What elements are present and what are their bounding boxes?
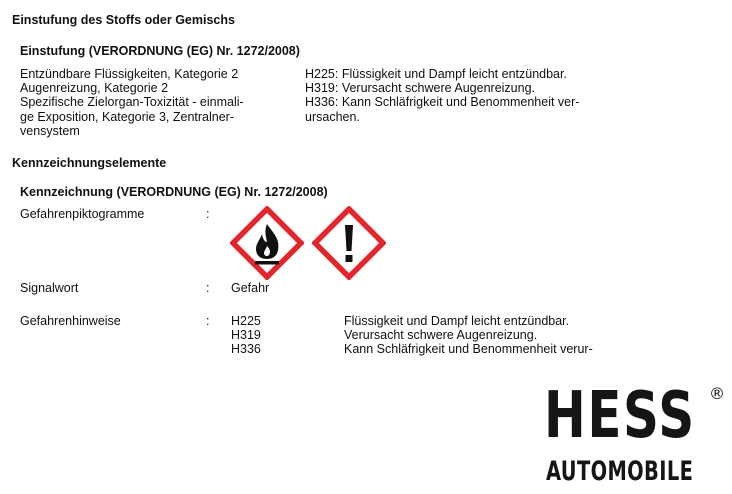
hazard-text: Kann Schläfrigkeit und Benommenheit verur- <box>344 342 593 357</box>
hazard-statement-line: H336: Kann Schläfrigkeit und Benommenheit ver- <box>305 95 580 110</box>
classification-line: Augenreizung, Kategorie 2 <box>20 81 169 96</box>
flame-icon <box>230 206 304 285</box>
logo-tagline: AUTOMOBILE <box>546 456 694 487</box>
section-heading-classification: Einstufung des Stoffs oder Gemischs <box>12 13 235 27</box>
classification-line: Spezifische Zielorgan-Toxizität - einmali- <box>20 95 244 110</box>
hazard-code-list <box>231 314 261 357</box>
pictogram-label: Gefahrenpiktogramme <box>20 207 145 221</box>
signal-word-colon: : <box>206 281 210 295</box>
hazard-statement-list <box>305 67 579 124</box>
hazard-colon: : <box>206 314 210 328</box>
hazard-statement-line: H319: Verursacht schwere Augenreizung. <box>305 81 535 96</box>
hess-logo: HESS <box>544 379 696 453</box>
hazard-text: Flüssigkeit und Dampf leicht entzündbar. <box>344 314 570 328</box>
classification-line: vensystem <box>20 123 80 138</box>
classification-line: Entzündbare Flüssigkeiten, Kategorie 2 <box>20 67 239 81</box>
subheading-labelling-regulation: Kennzeichnung (VERORDNUNG (EG) Nr. 1272/2008) <box>20 185 328 199</box>
signal-word-value: Gefahr <box>231 281 270 295</box>
subheading-classification-regulation: Einstufung (VERORDNUNG (EG) Nr. 1272/2008) <box>20 44 300 58</box>
hazard-statement-line: ursachen. <box>305 109 360 124</box>
classification-list <box>20 67 244 138</box>
section-heading-labelling: Kennzeichnungselemente <box>12 156 167 170</box>
hazard-text: Verursacht schwere Augenreizung. <box>344 328 538 343</box>
pictogram-colon: : <box>206 207 210 221</box>
exclamation-icon <box>312 206 386 285</box>
registered-mark: ® <box>709 384 725 403</box>
hazard-statement-line: H225: Flüssigkeit und Dampf leicht entzündbar. <box>305 67 567 81</box>
signal-word-label: Signalwort <box>20 281 79 295</box>
hazard-code: H319 <box>231 328 261 343</box>
hazard-code: H225 <box>231 314 261 328</box>
hazard-label: Gefahrenhinweise <box>20 314 121 328</box>
classification-line: ge Exposition, Kategorie 3, Zentralner- <box>20 109 235 124</box>
hazard-text-list <box>344 314 593 357</box>
hazard-code: H336 <box>231 342 261 357</box>
